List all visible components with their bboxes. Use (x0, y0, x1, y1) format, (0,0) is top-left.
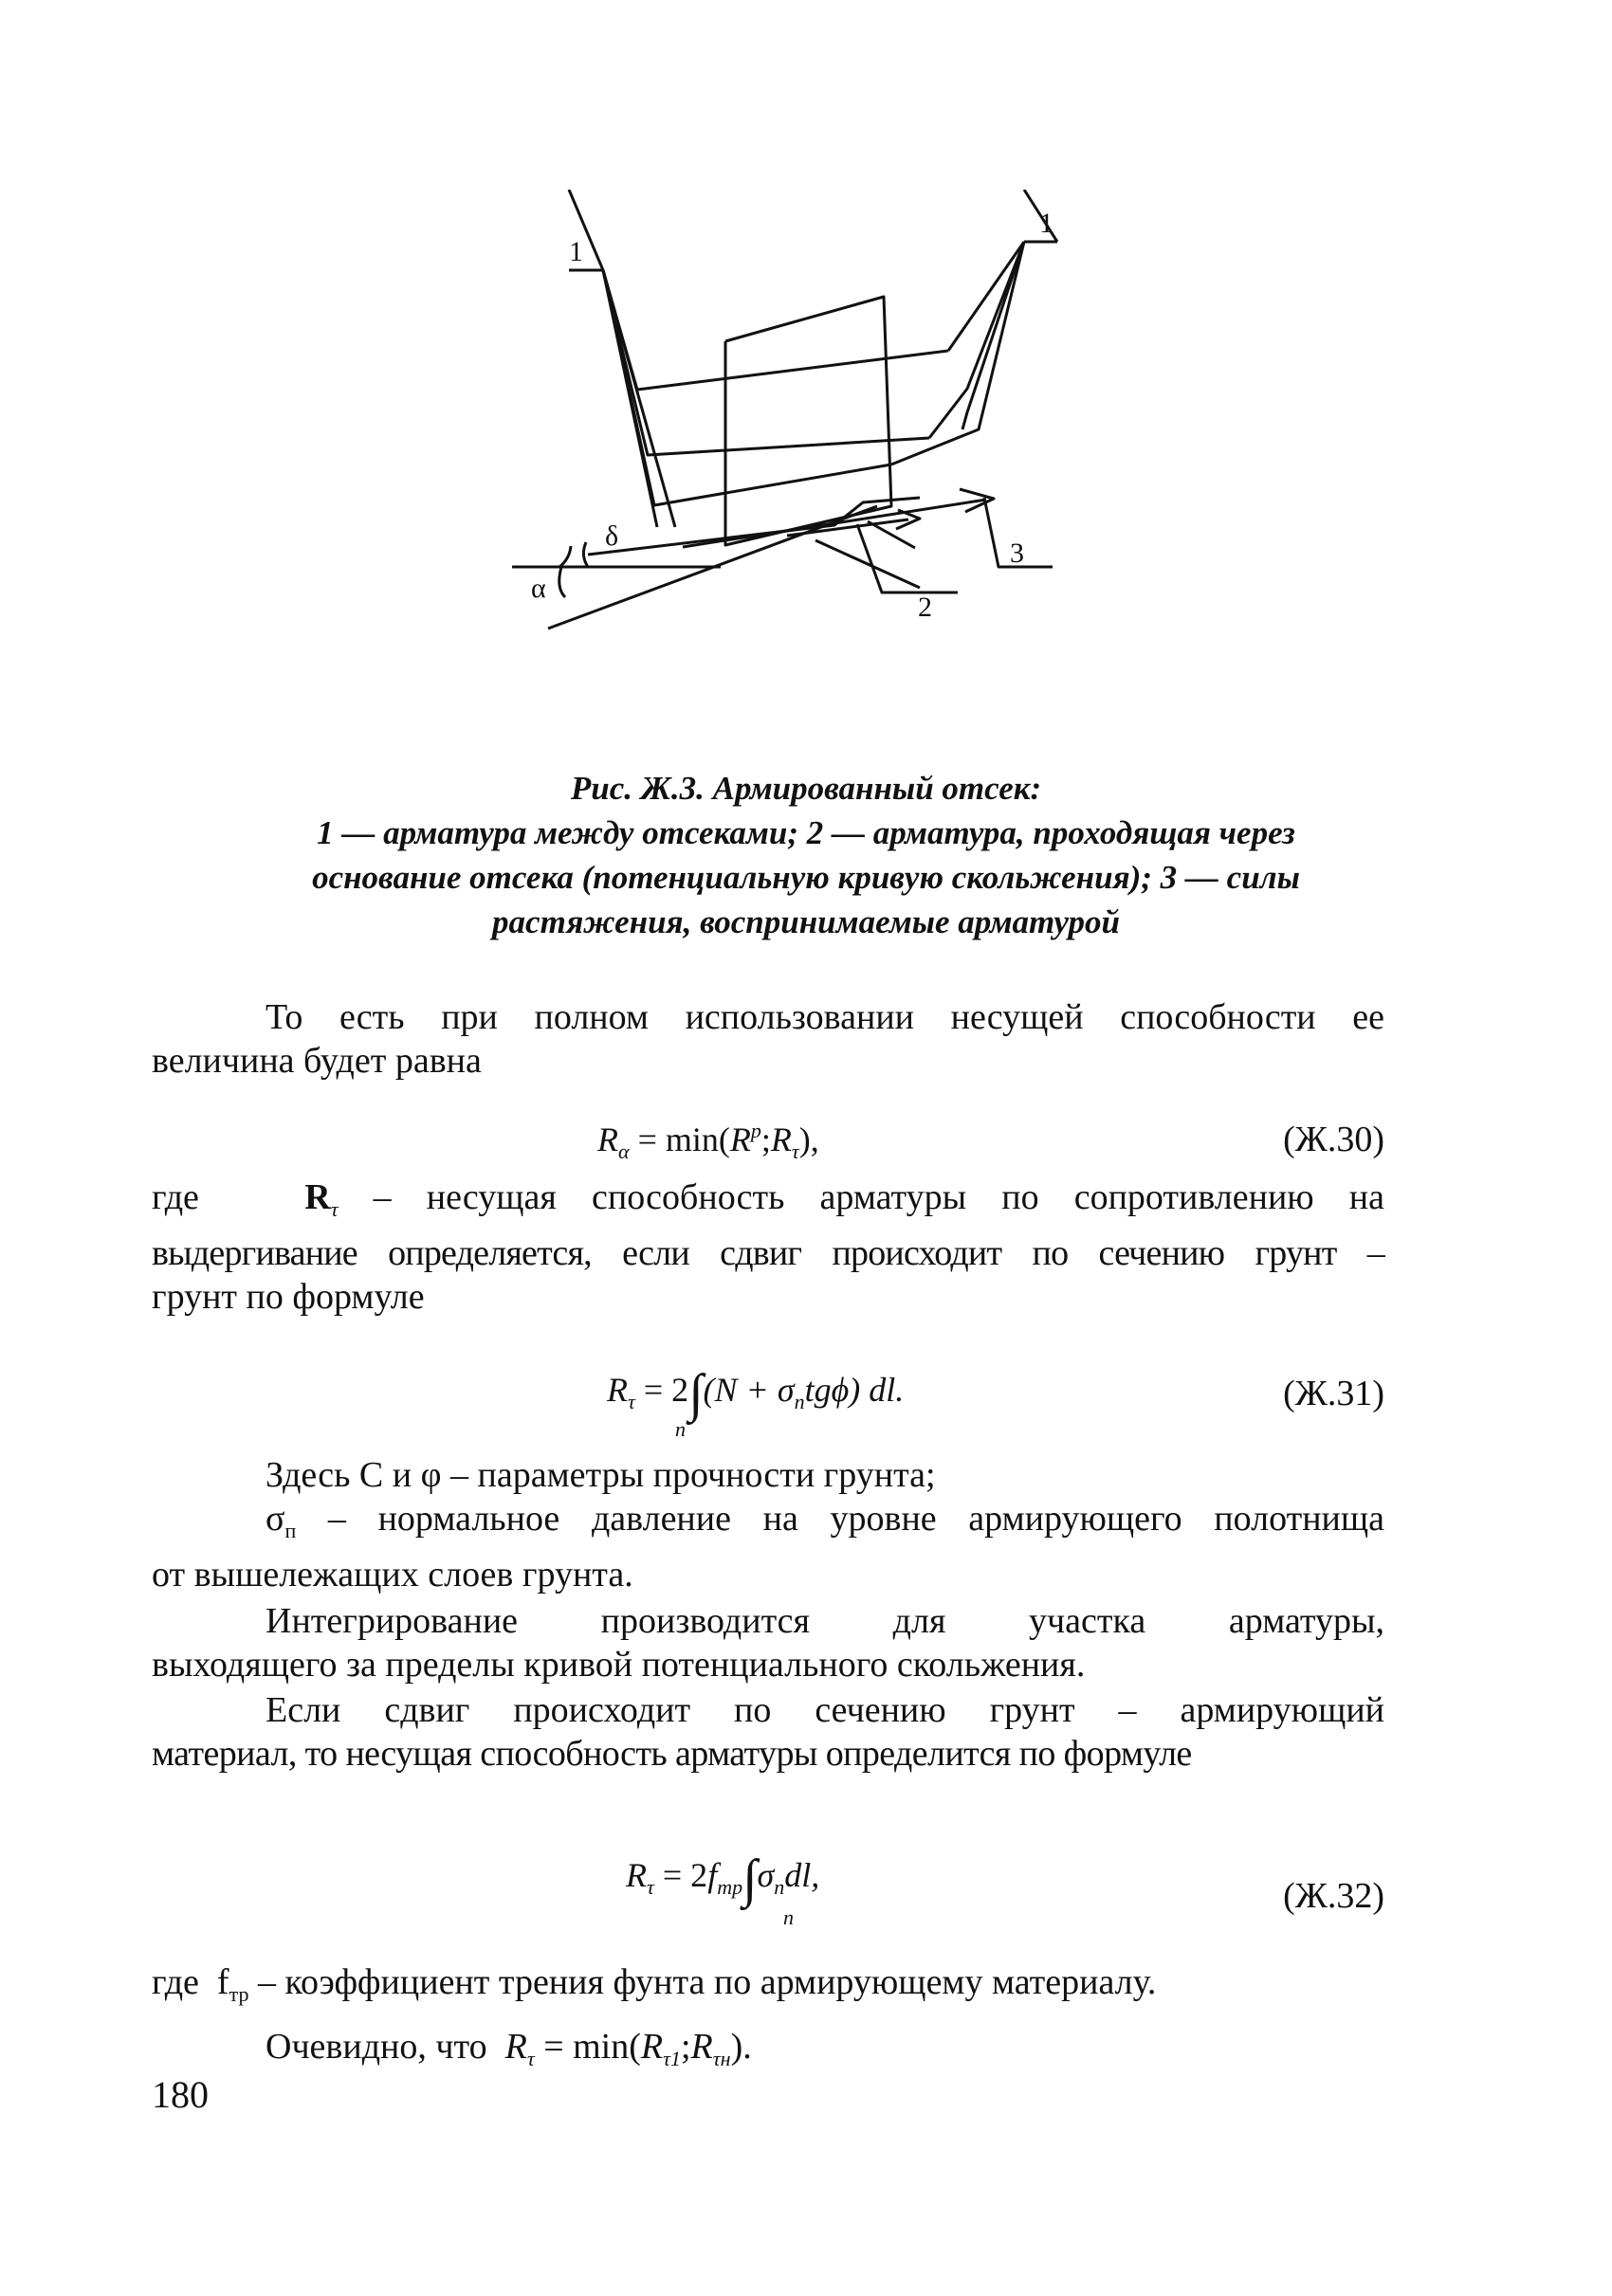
reinforcement-2 (588, 498, 920, 555)
label-2: 2 (918, 592, 932, 623)
paragraph: где $f_{тр}$ – коэффициент трения фунта по армирующему материалу. (152, 1962, 1157, 2006)
compartment-block (725, 297, 891, 545)
force-arrow-3 (683, 500, 986, 547)
label-1-right: 1 (1039, 208, 1053, 239)
equation-number: (Ж.31) (1283, 1374, 1384, 1413)
page-number: 180 (152, 2073, 209, 2116)
paragraph: Если сдвиг происходит по сечению грунт – армирующий материал, то несущая способность арматуры определится по формуле (152, 1690, 1384, 1774)
paragraph: где $R_\tau$ – несущая способность арматуры по сопротивлению на выдергивание определяется, если сдвиг происходит по сечению грунт – грунт по формуле (152, 1177, 1384, 1317)
equation-zh31: $R_\tau = 2\int(N + \sigma_ntg\phi)$ dl. (607, 1364, 905, 1423)
label-alpha: α (531, 573, 546, 604)
equation-number: (Ж.32) (1283, 1876, 1384, 1916)
equation-zh32: $R_\tau = 2f_{тр}\int\sigma_ndl$, (626, 1850, 820, 1908)
paragraph: Интегрирование производится для участка арматуры, выходящего за пределы кривой потенциального скольжения. (152, 1601, 1384, 1685)
equation-zh30: $R_\alpha$ = $\min(R^p;R_\tau)$, (597, 1119, 819, 1163)
reinforced-compartment-figure (474, 190, 1138, 683)
label-3: 3 (1010, 538, 1024, 569)
integral-limit: n (783, 1905, 794, 1929)
label-1-left: 1 (569, 236, 583, 267)
caption-line: 1 — арматура между отсеками; 2 — арматура, проходящая через (317, 814, 1295, 851)
paragraph: То есть при полном использовании несущей способности ее величина будет равна (152, 997, 1384, 1081)
figure-caption (152, 766, 1460, 944)
label-delta: δ (605, 520, 619, 552)
caption-line: основание отсека (потенциальную кривую скольжения); 3 — силы (312, 859, 1300, 896)
equation-number: (Ж.30) (1283, 1120, 1384, 1159)
paragraph: Очевидно, что $R_\tau$ = $\min(R_{\tau 1};R_{\tau н})$. (266, 2027, 752, 2070)
integral-limit: n (675, 1417, 686, 1441)
figure-drawing (474, 190, 1138, 683)
caption-line: растяжения, воспринимаемые арматурой (492, 903, 1120, 940)
caption-title: Рис. Ж.3. Армированный отсек: (570, 770, 1042, 807)
paragraph: Здесь С и φ – параметры прочности грунта; $\sigma_п$ – нормальное давление на уровне армирующего полотнища от вышележащих слоев грунта. (152, 1455, 1384, 1594)
